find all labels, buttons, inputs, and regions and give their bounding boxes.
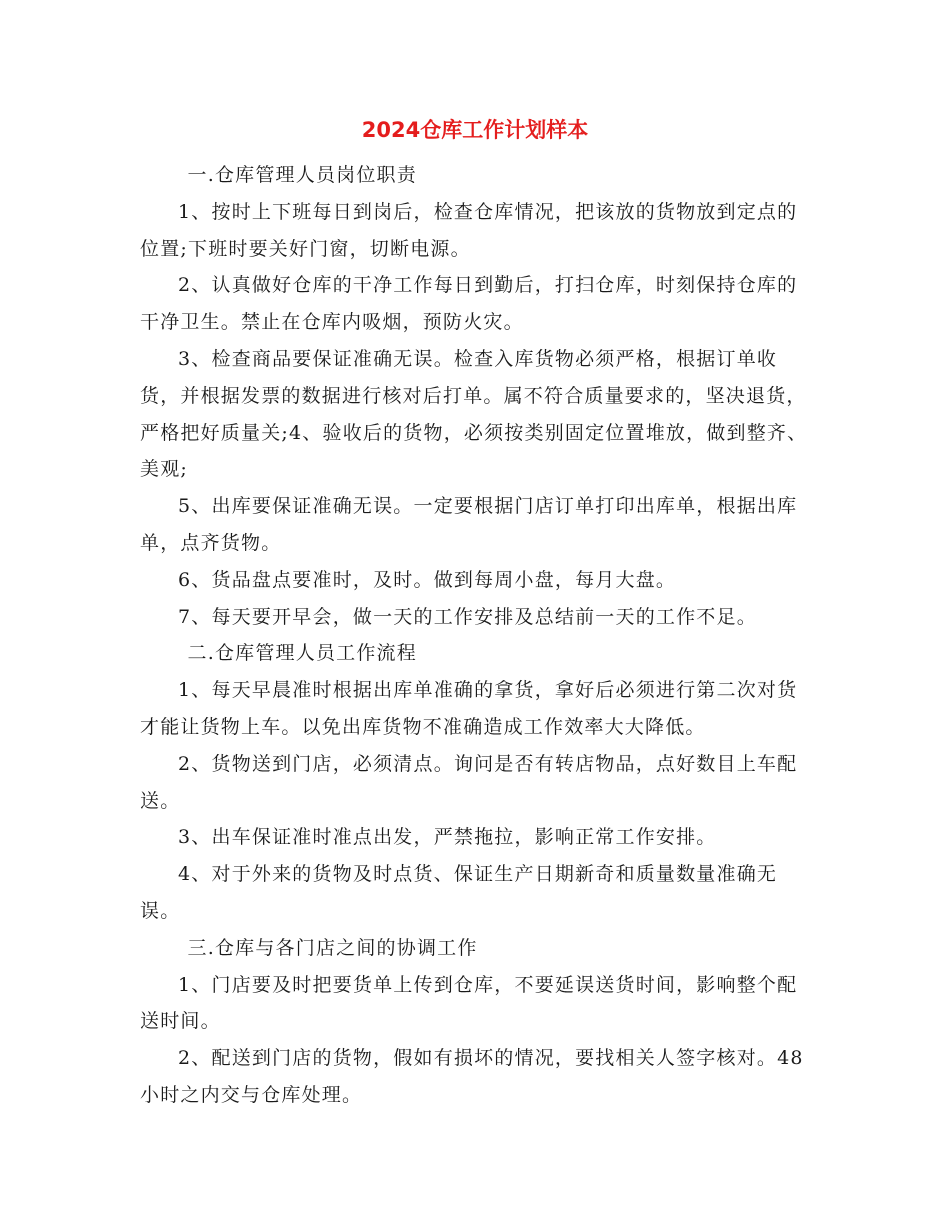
section-heading: 三.仓库与各门店之间的协调工作 [187,936,478,959]
section-heading: 二.仓库管理人员工作流程 [187,642,417,665]
paragraph: 7、每天要开早会，做一天的工作安排及总结前一天的工作不足。 [178,605,757,628]
paragraph: 6、货品盘点要准时，及时。做到每周小盘，每月大盘。 [178,568,677,591]
paragraph: 1、门店要及时把要货单上传到仓库，不要延误送货时间，影响整个配送时间。 [140,973,798,1033]
paragraph: 2、货物送到门店，必须清点。询问是否有转店物品，点好数目上车配送。 [140,752,798,812]
paragraph: 1、按时上下班每日到岗后，检查仓库情况，把该放的货物放到定点的位置;下班时要关好门窗，切断电源。 [140,200,798,260]
paragraph: 3、检查商品要保证准确无误。检查入库货物必须严格，根据订单收货，并根据发票的数据进行核对后打单。属不符合质量要求的，坚决退货，严格把好质量关;4、验收后的货物，必须按类别固定位置堆放，做到整齐、美观; [140,347,808,481]
paragraph: 5、出库要保证准确无误。一定要根据门店订单打印出库单，根据出库单，点齐货物。 [140,495,798,554]
paragraph: 2、认真做好仓库的干净工作每日到勤后，打扫仓库，时刻保持仓库的干净卫生。禁止在仓库内吸烟，预防火灾。 [140,274,798,334]
paragraph: 4、对于外来的货物及时点货、保证生产日期新奇和质量数量准确无误。 [140,863,778,922]
document-body [140,157,812,1114]
paragraph: 3、出车保证准时准点出发，严禁拖拉，影响正常工作安排。 [178,826,717,849]
paragraph: 2、配送到门店的货物，假如有损坏的情况，要找相关人签字核对。48小时之内交与仓库处理。 [140,1047,804,1106]
section-heading: 一.仓库管理人员岗位职责 [187,164,417,186]
paragraph: 1、每天早晨准时根据出库单准确的拿货，拿好后必须进行第二次对货才能让货物上车。以免出库货物不准确造成工作效率大大降低。 [140,679,798,738]
document-title: 2024仓库工作计划样本 [361,118,589,142]
